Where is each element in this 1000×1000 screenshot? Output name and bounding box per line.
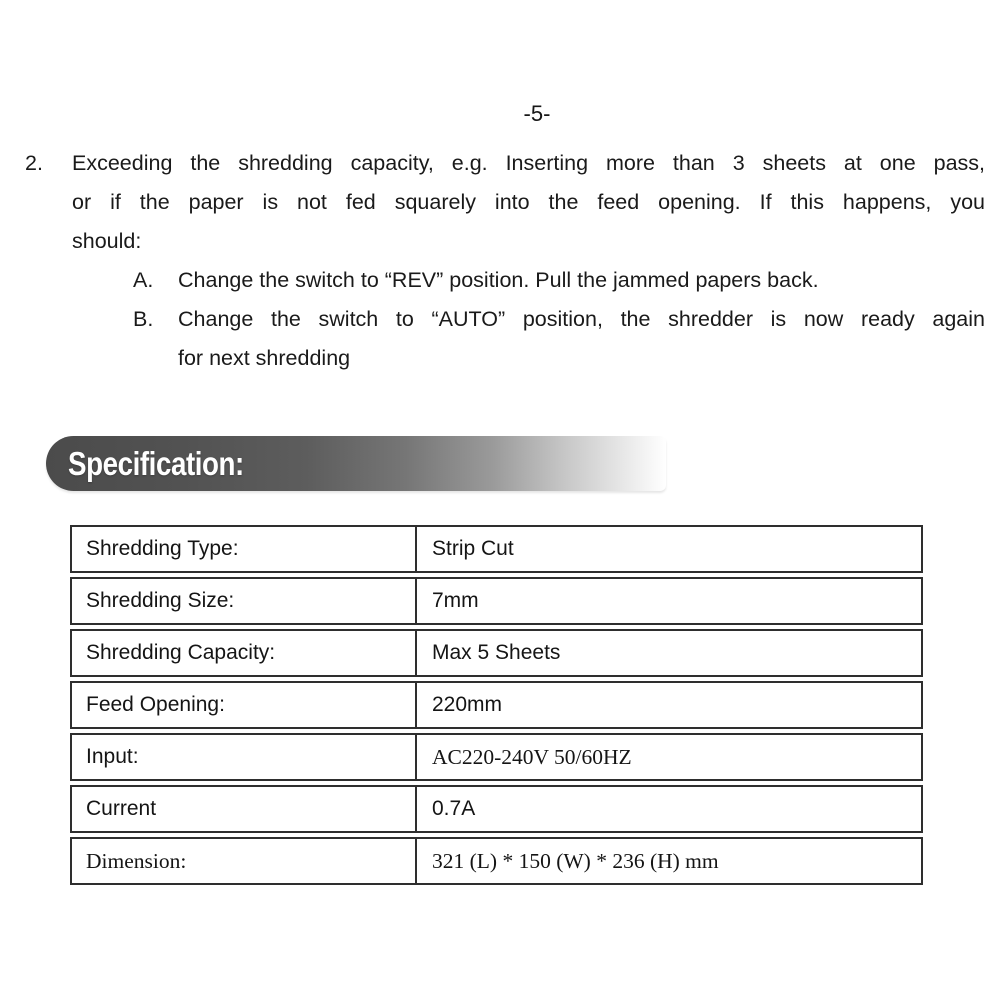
specification-table (70, 525, 923, 885)
table-cell-value: 321 (L) * 150 (W) * 236 (H) mm (432, 848, 719, 873)
list-marker-b: B. (133, 307, 154, 331)
table-row (70, 577, 923, 625)
list-item-a-text: Change the switch to “REV” position. Pull the jammed papers back. (178, 268, 819, 292)
table-cell-label: Dimension: (72, 839, 417, 883)
list-marker-a: A. (133, 268, 154, 292)
table-row (70, 733, 923, 781)
table-cell-label: Input: (72, 735, 417, 779)
specification-heading-banner (46, 436, 666, 491)
list-item-b (133, 300, 985, 378)
table-cell-value: AC220-240V 50/60HZ (432, 744, 632, 769)
table-cell-value: Strip Cut (432, 537, 514, 560)
table-cell-value: Max 5 Sheets (432, 641, 561, 664)
table-cell-label: Feed Opening: (72, 683, 417, 727)
paragraph-line-1: Exceeding the shredding capacity, e.g. Inserting more than 3 sheets at one pass, (72, 151, 985, 175)
table-cell-label: Shredding Type: (72, 527, 417, 571)
paragraph-line-2: or if the paper is not fed squarely into the feed opening. If this happens, you (72, 190, 985, 214)
list-marker-2: 2. (25, 151, 43, 175)
page-number: -5- (523, 101, 551, 126)
specification-heading: Specification: (68, 444, 244, 482)
table-cell-value: 7mm (432, 589, 479, 612)
numbered-paragraph (25, 144, 985, 378)
table-cell-value: 220mm (432, 693, 503, 716)
list-item-b-text-line-2: for next shredding (178, 346, 351, 370)
table-cell-label: Shredding Capacity: (72, 631, 417, 675)
table-cell-label: Current (72, 787, 417, 831)
table-cell-value: 0.7A (432, 797, 476, 820)
table-row (70, 837, 923, 885)
list-item-b-text-line-1: Change the switch to “AUTO” position, the shredder is now ready again (178, 307, 985, 331)
table-row (70, 681, 923, 729)
table-row (70, 525, 923, 573)
table-cell-label: Shredding Size: (72, 579, 417, 623)
list-item-a (133, 261, 985, 300)
paragraph-line-3: should: (72, 229, 142, 253)
table-row (70, 785, 923, 833)
table-row (70, 629, 923, 677)
